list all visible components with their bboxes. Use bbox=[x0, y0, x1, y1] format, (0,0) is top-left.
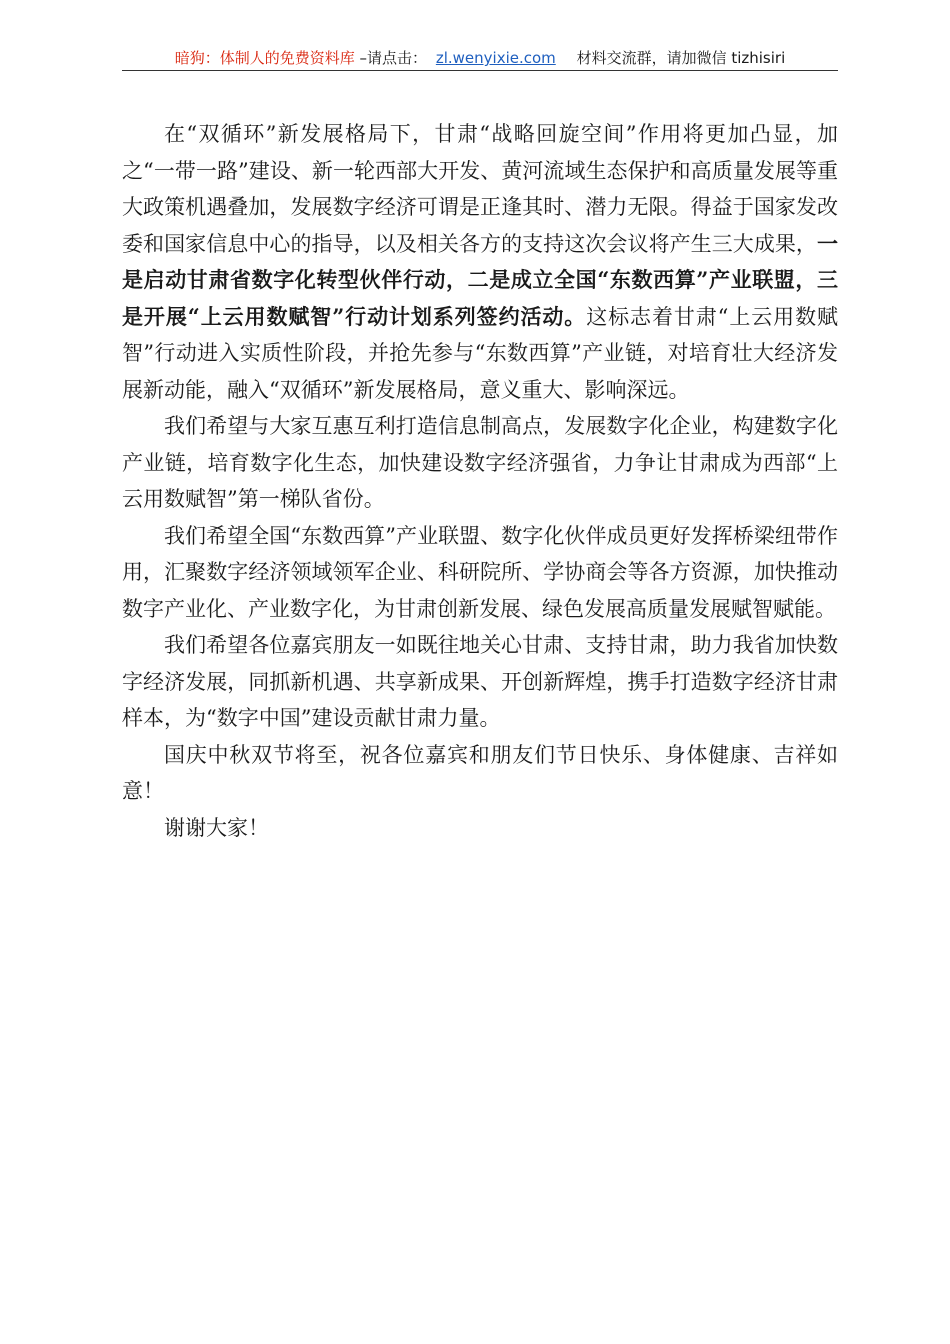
paragraph-3: 我们希望全国“东数西算”产业联盟、数字化伙伴成员更好发挥桥梁纽带作用，汇聚数字经济领域领军企业、科研院所、学协商会等各方资源，加快推动数字产业化、产业数字化，为甘肃创新发展、绿色发展高质量发展赋智赋能。 bbox=[122, 523, 838, 621]
header-contact: 材料交流群，请加微信 tizhisiri bbox=[576, 49, 786, 67]
paragraph-2: 我们希望与大家互惠互利打造信息制高点，发展数字化企业，构建数字化产业链，培育数字化生态，加快建设数字经济强省，力争让甘肃成为西部“上云用数赋智”第一梯队省份。 bbox=[122, 414, 838, 511]
document-body bbox=[122, 116, 838, 846]
paragraph-1 bbox=[122, 116, 838, 408]
paragraph-6: 谢谢大家！ bbox=[164, 815, 269, 840]
paragraph-4: 我们希望各位嘉宾朋友一如既往地关心甘肃、支持甘肃，助力我省加快数字经济发展，同抓新机遇、共享新成果、开创新辉煌，携手打造数字经济甘肃样本，为“数字中国”建设贡献甘肃力量。 bbox=[122, 633, 838, 730]
paragraph-1-bold: 一是启动甘肃省数字化转型伙伴行动，二是成立全国“东数西算”产业联盟，三是开展“上云用数赋智”行动计划系列签约活动。 bbox=[122, 230, 838, 329]
paragraph-1-lead: 在“双循环”新发展格局下，甘肃“战略回旋空间”作用将更加凸显，加之“一带一路”建设、新一轮西部大开发、黄河流域生态保护和高质量发展等重大政策机遇叠加，发展数字经济可谓是正逢其时、潜力无限。得益于国家发改委和国家信息中心的指导，以及相关各方的支持这次会议将产生三大成果， bbox=[122, 122, 838, 256]
header-divider bbox=[122, 70, 838, 71]
header-brand: 暗狗：体制人的免费资料库 bbox=[174, 49, 355, 67]
header-link[interactable]: zl.wenyixie.com bbox=[435, 49, 556, 67]
paragraph-5: 国庆中秋双节将至，祝各位嘉宾和朋友们节日快乐、身体健康、吉祥如意！ bbox=[122, 742, 838, 803]
page-header bbox=[122, 46, 838, 70]
paragraph-1-tail: 这标志着甘肃“上云用数赋智”行动进入实质性阶段，并抢先参与“东数西算”产业链，对培育壮大经济发展新动能，融入“双循环”新发展格局，意义重大、影响深远。 bbox=[122, 304, 838, 402]
header-prompt: –请点击： bbox=[359, 49, 428, 67]
